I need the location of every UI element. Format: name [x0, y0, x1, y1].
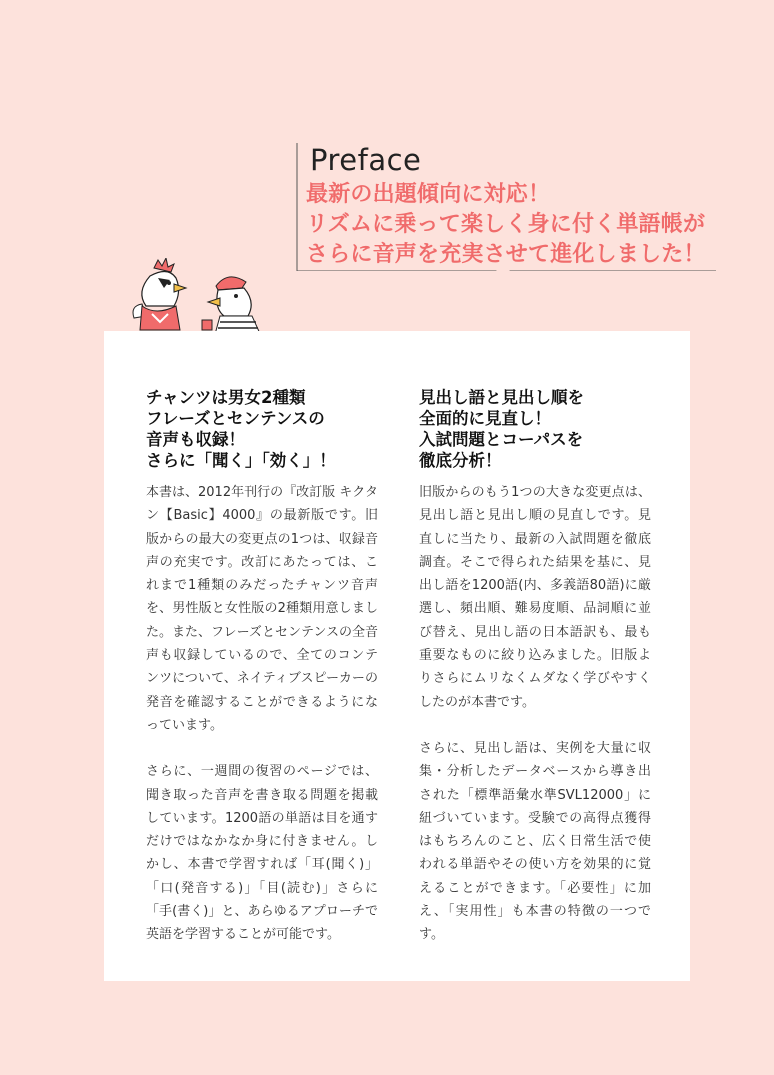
heading-line: 全面的に見直し！: [419, 409, 551, 428]
heading-line: 音声も収録！: [146, 430, 245, 449]
left-column-heading: [146, 387, 378, 471]
right-paragraph-2: さらに、見出し語は、実例を大量に収集・分析したデータベースから導き出された「標準語彙水準SVL12000」に紐づいています。受験での高得点獲得はもちろんのこと、広く日常生活で使われる単語やその使い方を効果的に覚えることができます。「必要性」に加え、「実用性」も本書の特徴の一つです。: [419, 740, 651, 943]
right-paragraph-1: 旧版からのもう1つの大きな変更点は、見出し語と見出し順の見直しです。見直しに当たり、最新の入試問題を徹底調査。そこで得られた結果を基に、見出し語を1200語(内、多義語80語)に厳選し、頻出順、難易度順、品詞順に並び替え、見出し語の日本語訳も、最も重要なものに絞り込みました。旧版よりさらにムリなくムダなく学びやすくしたのが本書です。: [419, 485, 651, 710]
left-paragraph-1: 本書は、2012年刊行の『改訂版 キクタン【Basic】4000』の最新版です。旧版からの最大の変更点の1つは、収録音声の充実です。改訂にあたっては、これまで1種類のみだったチャンツ音声を、男性版と女性版の2種類用意しました。また、フレーズとセンテンスの全音声も収録しているので、全てのコンテンツについて、ネイティブスピーカーの発音を確認することができるようになっています。: [146, 485, 378, 733]
content-panel: [104, 331, 690, 981]
two-birds-characters-icon: [124, 258, 274, 338]
preface-headline-1: 最新の出題傾向に対応！: [306, 182, 551, 207]
left-paragraph-2: さらに、一週間の復習のページでは、聞き取った音声を書き取る問題を掲載しています。1200語の単語は目を通すだけではなかなか身に付きません。しかし、本書で学習すれば「耳(聞く)」「口(発音する)」「目(読む)」さらに「手(書く)」と、あらゆるアプローチで英語を学習することが可能です。: [146, 764, 378, 943]
heading-line: チャンツは男女2種類: [146, 388, 306, 407]
heading-line: さらに「聞く」「効く」！: [146, 451, 336, 470]
heading-line: 入試問題とコーパスを: [419, 430, 584, 449]
heading-line: フレーズとセンテンスの: [146, 409, 325, 428]
preface-header: [296, 143, 716, 271]
heading-line: 見出し語と見出し順を: [419, 388, 584, 407]
left-column: [146, 387, 378, 947]
heading-line: 徹底分析！: [419, 451, 502, 470]
right-column: [419, 387, 651, 947]
preface-title: Preface: [310, 143, 422, 177]
preface-headline-3: さらに音声を充実させて進化しました！: [306, 242, 706, 267]
preface-headline-2: リズムに乗って楽しく身に付く単語帳が: [306, 212, 706, 237]
right-column-heading: [419, 387, 651, 471]
